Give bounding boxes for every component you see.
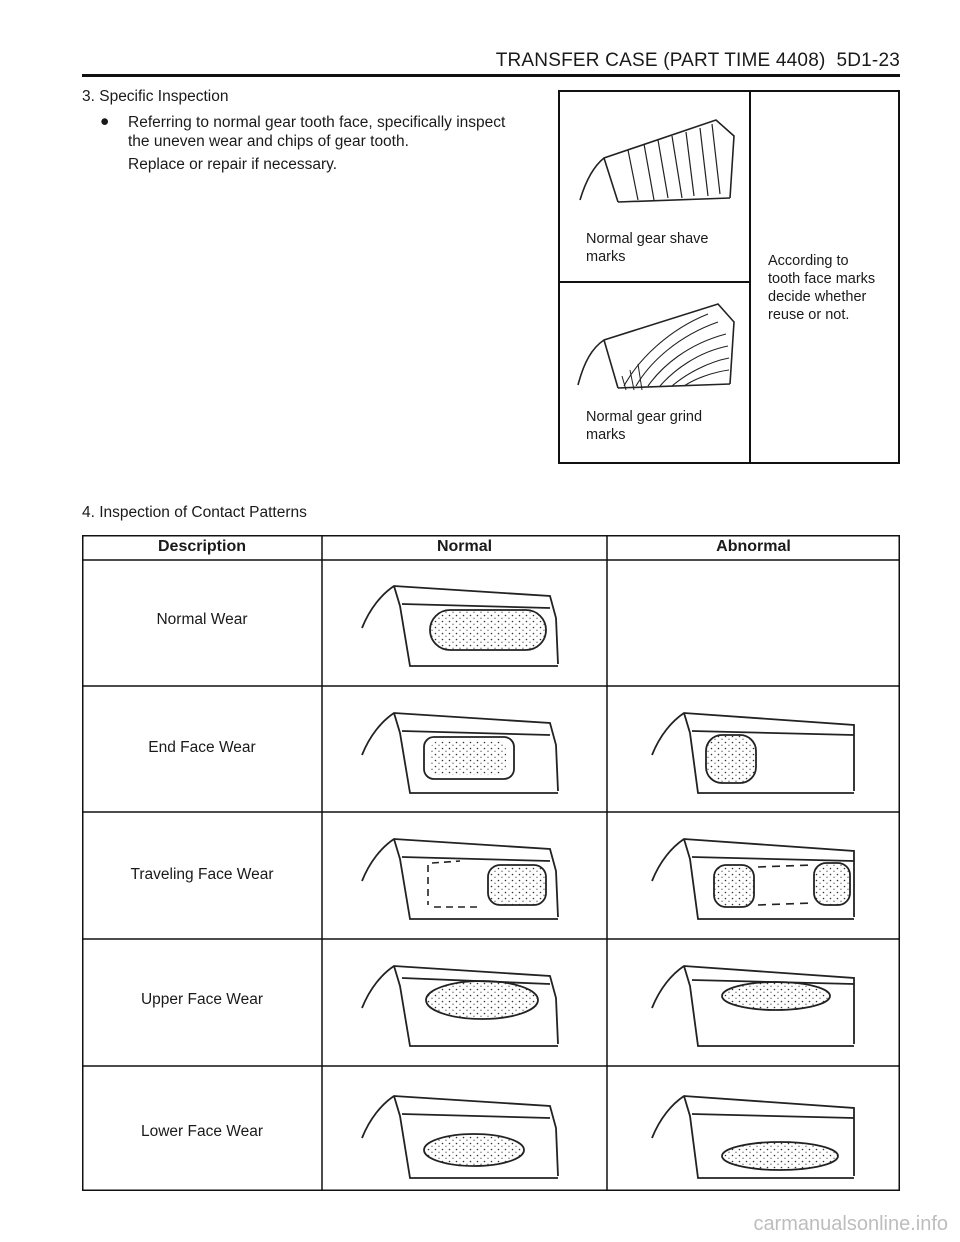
row-label-end-face-wear: End Face Wear — [148, 739, 256, 756]
gear-marks-figure — [558, 90, 900, 464]
bullet-icon: ● — [100, 113, 110, 130]
figure-note-line2: tooth face marks — [768, 271, 876, 287]
page-header — [82, 50, 900, 72]
header-rule — [82, 74, 900, 77]
figure-note-line4: reuse or not. — [768, 307, 850, 323]
grind-label-line2: marks — [586, 427, 626, 443]
section3-bullet-text: Referring to normal gear tooth face, specifically inspect the uneven wear and chips of gear tooth. — [128, 114, 506, 150]
figure-note-line3: decide whether — [768, 289, 867, 305]
row-label-lower-face-wear: Lower Face Wear — [140, 1123, 264, 1140]
upper-face-wear-abnormal-tooth — [640, 958, 870, 1058]
row-label-traveling-face-wear: Traveling Face Wear — [130, 866, 274, 883]
grind-label-line1: Normal gear grind — [586, 409, 703, 425]
traveling-face-wear-normal-tooth — [350, 831, 580, 931]
lower-face-wear-abnormal-tooth — [640, 1088, 870, 1188]
upper-face-wear-normal-tooth — [350, 958, 580, 1058]
shave-tooth-icon — [580, 120, 734, 202]
traveling-face-wear-abnormal-tooth — [640, 831, 870, 931]
lower-face-wear-normal-tooth — [350, 1088, 580, 1188]
column-header-normal: Normal — [436, 538, 493, 555]
row-label-upper-face-wear: Upper Face Wear — [140, 991, 264, 1008]
watermark: carmanualsonline.info — [753, 1213, 948, 1235]
normal-wear-normal-tooth — [350, 578, 580, 678]
end-face-wear-abnormal-tooth — [640, 705, 870, 805]
column-header-description: Description — [157, 538, 246, 555]
section4-title: 4. Inspection of Contact Patterns — [82, 504, 307, 521]
shave-label-line2: marks — [586, 249, 626, 265]
row-label-normal-wear: Normal Wear — [156, 611, 248, 628]
section3-replace-text: Replace or repair if necessary. — [128, 156, 338, 173]
header-title: TRANSFER CASE (PART TIME 4408) — [495, 50, 826, 71]
end-face-wear-normal-tooth — [350, 705, 580, 805]
section3-title: 3. Specific Inspection — [82, 88, 229, 105]
shave-label-line1: Normal gear shave — [586, 231, 709, 247]
column-header-abnormal: Abnormal — [716, 538, 791, 555]
grind-tooth-icon — [578, 304, 734, 390]
figure-note-line1: According to — [768, 253, 849, 269]
page-number: 5D1-23 — [836, 50, 900, 71]
